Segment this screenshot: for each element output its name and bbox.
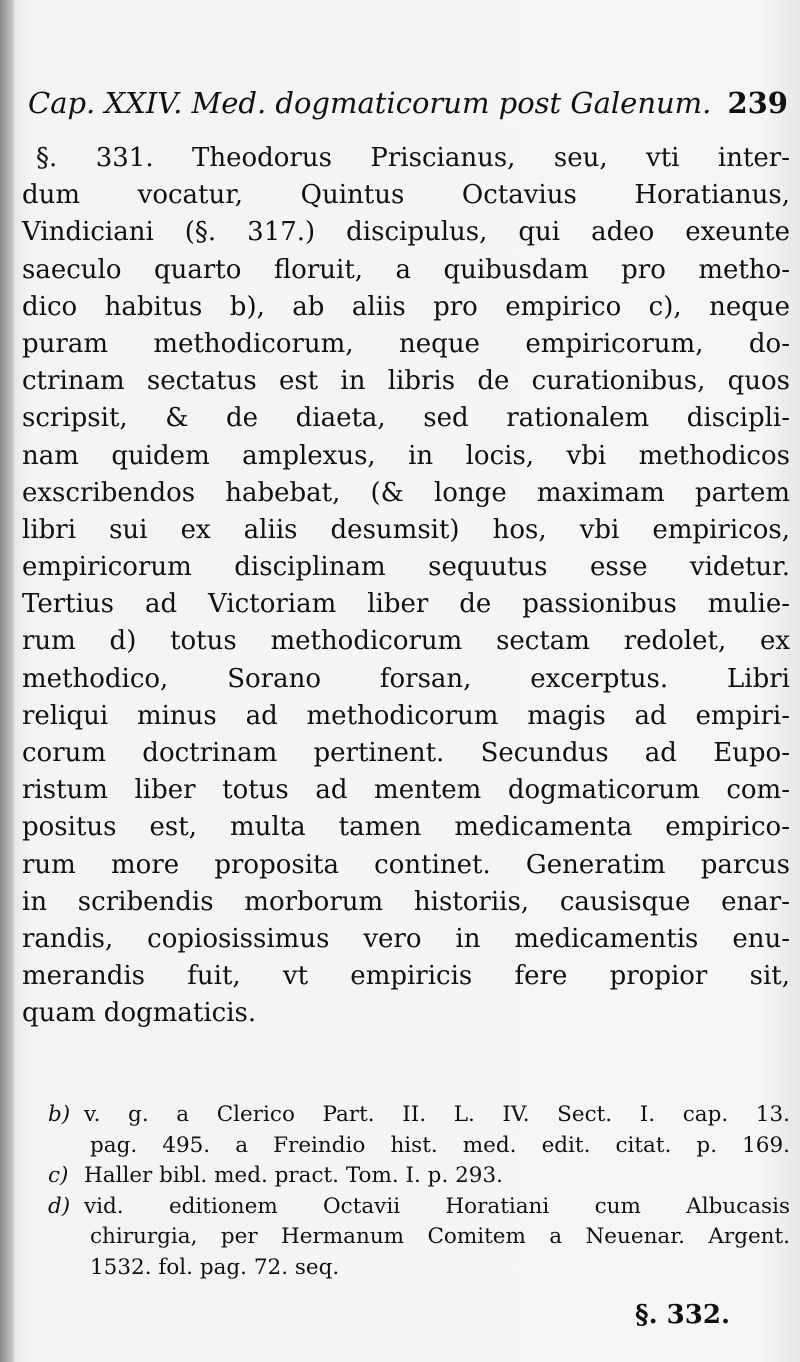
footnote-text: Haller bibl. med. pract. Tom. I. p. 293. xyxy=(84,1163,503,1188)
text-line: Tertius ad Victoriam liber de passionibus mulie- xyxy=(22,589,790,620)
running-title: Cap. XXIV. Med. dogmaticorum post Galenum. xyxy=(28,86,712,120)
text-line: randis, copiosissimus vero in medicamentis enu- xyxy=(22,923,790,954)
text-line: §. 331. Theodorus Priscianus, seu, vti inter- xyxy=(36,143,790,173)
text-line: exscribendos habebat, (& longe maximam partem xyxy=(22,477,790,508)
text-line: reliqui minus ad methodicorum magis ad empiri- xyxy=(22,700,790,731)
footnote-line xyxy=(48,1192,790,1223)
text-line: ctrinam sectatus est in libris de curationibus, quos xyxy=(22,366,790,397)
footnote-marker: b) xyxy=(48,1102,71,1127)
text-line: rum d) totus methodicorum sectam redolet, ex xyxy=(22,626,790,657)
footnote-text: v. g. a Clerico Part. II. L. IV. Sect. I. cap. 13. xyxy=(84,1102,790,1127)
text-line: corum doctrinam pertinent. Secundus ad Eupo- xyxy=(22,738,790,768)
page-number: 239 xyxy=(727,86,788,120)
footnote-text: chirurgia, per Hermanum Comitem a Neuenar. Argent. xyxy=(90,1224,790,1249)
text-line: dico habitus b), ab aliis pro empirico c), neque xyxy=(22,291,790,322)
page-gutter-shadow xyxy=(0,0,14,1362)
footnote-line xyxy=(48,1253,790,1284)
text-line: Vindiciani (§. 317.) discipulus, qui adeo exeunte xyxy=(22,217,790,248)
text-line: saeculo quarto floruit, a quibusdam pro metho- xyxy=(22,254,790,285)
text-line: methodico, Sorano forsan, excerptus. Libri xyxy=(22,663,790,694)
main-text xyxy=(22,140,790,1033)
text-line: scripsit, & de diaeta, sed rationalem discipli- xyxy=(22,403,790,434)
footnote-marker: d) xyxy=(48,1193,71,1219)
footnote-line xyxy=(48,1161,790,1192)
text-line: positus est, multa tamen medicamenta empirico- xyxy=(22,812,790,843)
footnote-marker: c) xyxy=(48,1163,69,1188)
footnote-line xyxy=(48,1222,790,1253)
text-line: quam dogmaticis. xyxy=(22,998,257,1029)
text-line: libri sui ex aliis desumsit) hos, vbi empiricos, xyxy=(22,514,790,545)
footnote-text: 1532. fol. pag. 72. seq. xyxy=(90,1254,340,1280)
text-line: ristum liber totus ad mentem dogmaticorum com- xyxy=(22,775,790,806)
page-header xyxy=(28,86,798,126)
footnote-text: vid. editionem Octavii Horatiani cum Albucasis xyxy=(84,1193,790,1219)
text-line: merandis fuit, vt empiricis fere propior sit, xyxy=(22,961,790,992)
text-line: empiricorum disciplinam sequutus esse videtur. xyxy=(22,552,790,583)
text-line: puram methodicorum, neque empiricorum, do- xyxy=(22,328,790,359)
footnote-text: pag. 495. a Freindio hist. med. edit. citat. p. 169. xyxy=(90,1132,790,1158)
catchword: §. 332. xyxy=(634,1300,730,1330)
text-line: in scribendis morborum historiis, causisque enar- xyxy=(22,886,790,917)
text-line: dum vocatur, Quintus Octavius Horatianus, xyxy=(22,180,790,211)
footnotes xyxy=(48,1100,790,1283)
footnote-line xyxy=(48,1100,790,1131)
text-line: nam quidem amplexus, in locis, vbi methodicos xyxy=(22,440,790,471)
text-line: rum more proposita continet. Generatim parcus xyxy=(22,849,790,880)
footnote-line xyxy=(48,1131,790,1162)
